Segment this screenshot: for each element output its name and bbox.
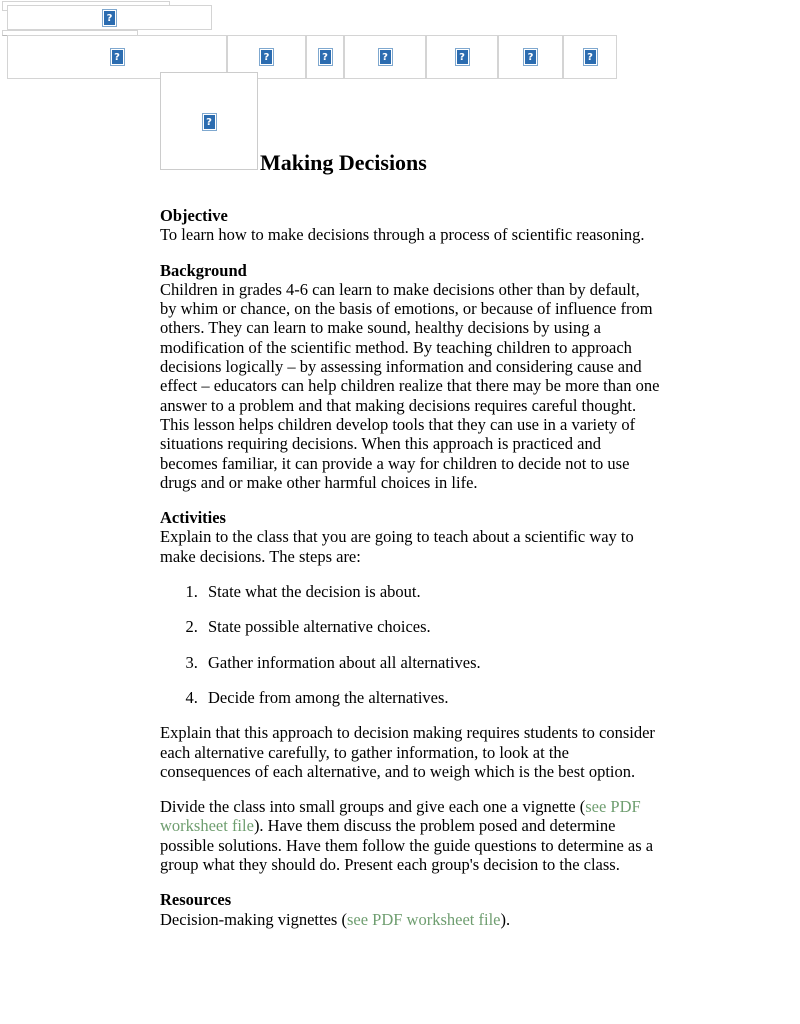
list-item: 3. Gather information about all alternatives. [202, 653, 660, 672]
page-title: Making Decisions [260, 150, 427, 175]
section-heading-background: Background [160, 260, 247, 280]
list-item: 1. State what the decision is about. [202, 582, 660, 601]
activities-paragraph-3-pre: Divide the class into small groups and give each one a vignette ( [160, 797, 586, 817]
broken-image-placeholder-icon: ? [103, 10, 116, 26]
resources-text [160, 910, 660, 929]
broken-image-placeholder-icon: ? [379, 49, 392, 65]
activities-paragraph-2: Explain that this approach to decision making requires students to consider each alternative carefully, to gather information, to look at the consequences of each alternative, and to weigh which is the best option. [160, 723, 655, 781]
brand-table [7, 5, 212, 30]
section-heading-objective: Objective [160, 206, 228, 225]
pdf-worksheet-link-activities[interactable]: see PDF worksheet file [160, 797, 641, 836]
broken-image-placeholder-icon: ? [584, 49, 597, 65]
broken-image-placeholder-icon: ? [319, 49, 332, 65]
resources-text-pre: Decision-making vignettes ( [160, 909, 347, 929]
broken-image-placeholder-icon: ? [203, 114, 216, 130]
brand-cell[interactable] [7, 5, 212, 30]
activities-intro: Explain to the class that you are going to teach about a scientific way to make decisions. The steps are: [160, 527, 634, 566]
pdf-worksheet-link-resources[interactable]: see PDF worksheet file [346, 909, 501, 929]
article-body [160, 94, 660, 929]
activities-paragraph-3 [160, 797, 660, 874]
section-heading-resources: Resources [160, 890, 232, 910]
broken-image-placeholder-icon: ? [111, 49, 124, 65]
background-text: Children in grades 4-6 can learn to make decisions other than by default, by whim or chance, on the basis of emotions, or because of influence from others. They can learn to make sound, healthy decisions by using a modification of the scientific method. By teaching children to approach decisions logically – by assessing information and considering cause and effect – educators can help children realize that there may be more than one answer to a problem and that making decisions requires careful thought. This lesson helps children develop tools that they can use in a variety of situations requiring decisions. When this approach is practiced and becomes familiar, it can provide a way for children to decide not to use drugs and or make other harmful choices in life. [160, 279, 660, 492]
activities-paragraph-3-post: ). Have them discuss the problem posed and determine possible solutions. Have them follow the guide questions to determine as a group what they should do. Present each group's decision to the class. [160, 816, 654, 875]
article-container [160, 72, 660, 945]
objective-text: To learn how to make decisions through a process of scientific reasoning. [160, 225, 645, 245]
broken-image-placeholder-icon: ? [456, 49, 469, 65]
broken-image-placeholder-icon: ? [524, 49, 537, 65]
list-item: 4. Decide from among the alternatives. [202, 688, 660, 707]
activities-steps-list [160, 582, 660, 707]
table-row [7, 5, 212, 30]
resources-text-post: ). [500, 909, 511, 929]
section-heading-activities: Activities [160, 508, 226, 528]
broken-image-placeholder-icon: ? [260, 49, 273, 65]
list-item: 2. State possible alternative choices. [202, 617, 660, 636]
